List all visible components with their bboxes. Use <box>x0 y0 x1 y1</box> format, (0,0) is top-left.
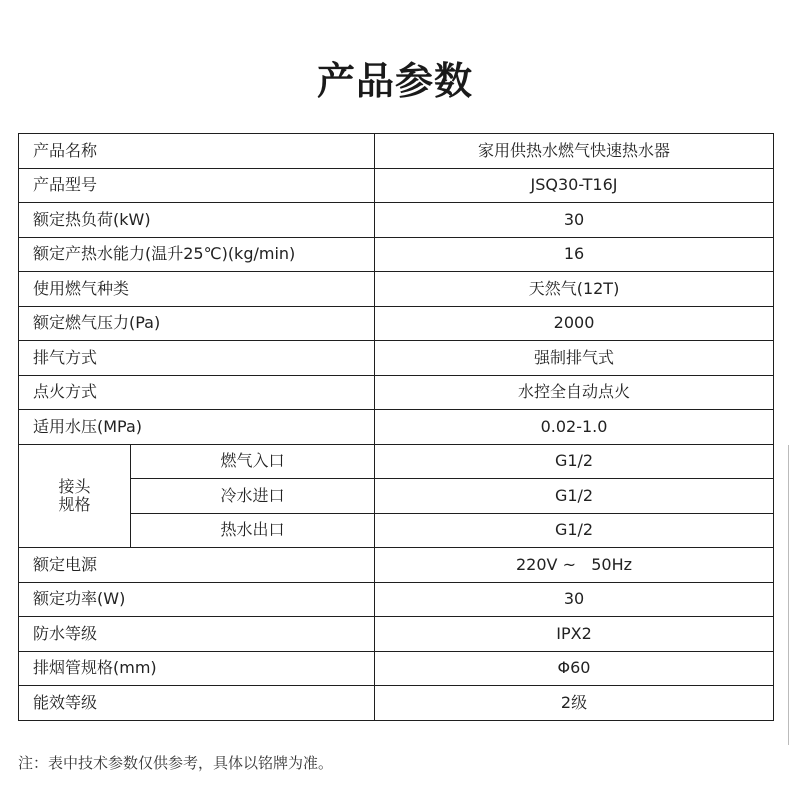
row-label: 产品型号 <box>19 168 375 203</box>
row-label: 能效等级 <box>19 686 375 721</box>
connector-item-value: G1/2 <box>375 479 774 514</box>
table-row <box>19 410 774 445</box>
connector-item-value: G1/2 <box>375 513 774 548</box>
row-value: 30 <box>375 203 774 238</box>
row-label: 额定燃气压力(Pa) <box>19 306 375 341</box>
table-row <box>19 444 774 479</box>
row-label: 额定功率(W) <box>19 582 375 617</box>
row-value: 2级 <box>375 686 774 721</box>
row-value: Φ60 <box>375 651 774 686</box>
row-label: 点火方式 <box>19 375 375 410</box>
row-label: 额定电源 <box>19 548 375 583</box>
row-label: 排气方式 <box>19 341 375 376</box>
connector-label-line1: 接头 <box>58 476 91 496</box>
row-label: 产品名称 <box>19 134 375 169</box>
edge-divider <box>788 445 789 745</box>
row-value: 2000 <box>375 306 774 341</box>
row-value: 水控全自动点火 <box>375 375 774 410</box>
table-row <box>19 272 774 307</box>
spec-table <box>18 133 774 721</box>
table-row <box>19 168 774 203</box>
row-value: 30 <box>375 582 774 617</box>
row-value: 强制排气式 <box>375 341 774 376</box>
row-label: 使用燃气种类 <box>19 272 375 307</box>
footnote: 注：表中技术参数仅供参考，具体以铭牌为准。 <box>18 754 334 772</box>
table-row <box>19 617 774 652</box>
table-row <box>19 651 774 686</box>
connector-item-label: 热水出口 <box>131 513 375 548</box>
connector-item-label: 冷水进口 <box>131 479 375 514</box>
row-value: 16 <box>375 237 774 272</box>
page-title: 产品参数 <box>316 59 473 103</box>
row-label: 额定产热水能力(温升25℃)(kg/min) <box>19 237 375 272</box>
connector-item-value: G1/2 <box>375 444 774 479</box>
row-label: 额定热负荷(kW) <box>19 203 375 238</box>
row-value: 家用供热水燃气快速热水器 <box>375 134 774 169</box>
connector-group-label <box>19 444 131 548</box>
row-label: 排烟管规格(mm) <box>19 651 375 686</box>
table-row <box>19 237 774 272</box>
table-row <box>19 306 774 341</box>
row-value: IPX2 <box>375 617 774 652</box>
connector-label-line2: 规格 <box>58 494 91 514</box>
row-value: 220V ~ 50Hz <box>375 548 774 583</box>
table-row <box>19 341 774 376</box>
table-row <box>19 582 774 617</box>
row-value: JSQ30-T16J <box>375 168 774 203</box>
table-row <box>19 203 774 238</box>
row-label: 适用水压(MPa) <box>19 410 375 445</box>
table-row <box>19 134 774 169</box>
table-row <box>19 513 774 548</box>
row-value: 天然气(12T) <box>375 272 774 307</box>
table-row <box>19 686 774 721</box>
table-row <box>19 375 774 410</box>
row-label: 防水等级 <box>19 617 375 652</box>
table-row <box>19 479 774 514</box>
connector-item-label: 燃气入口 <box>131 444 375 479</box>
row-value: 0.02-1.0 <box>375 410 774 445</box>
table-row <box>19 548 774 583</box>
